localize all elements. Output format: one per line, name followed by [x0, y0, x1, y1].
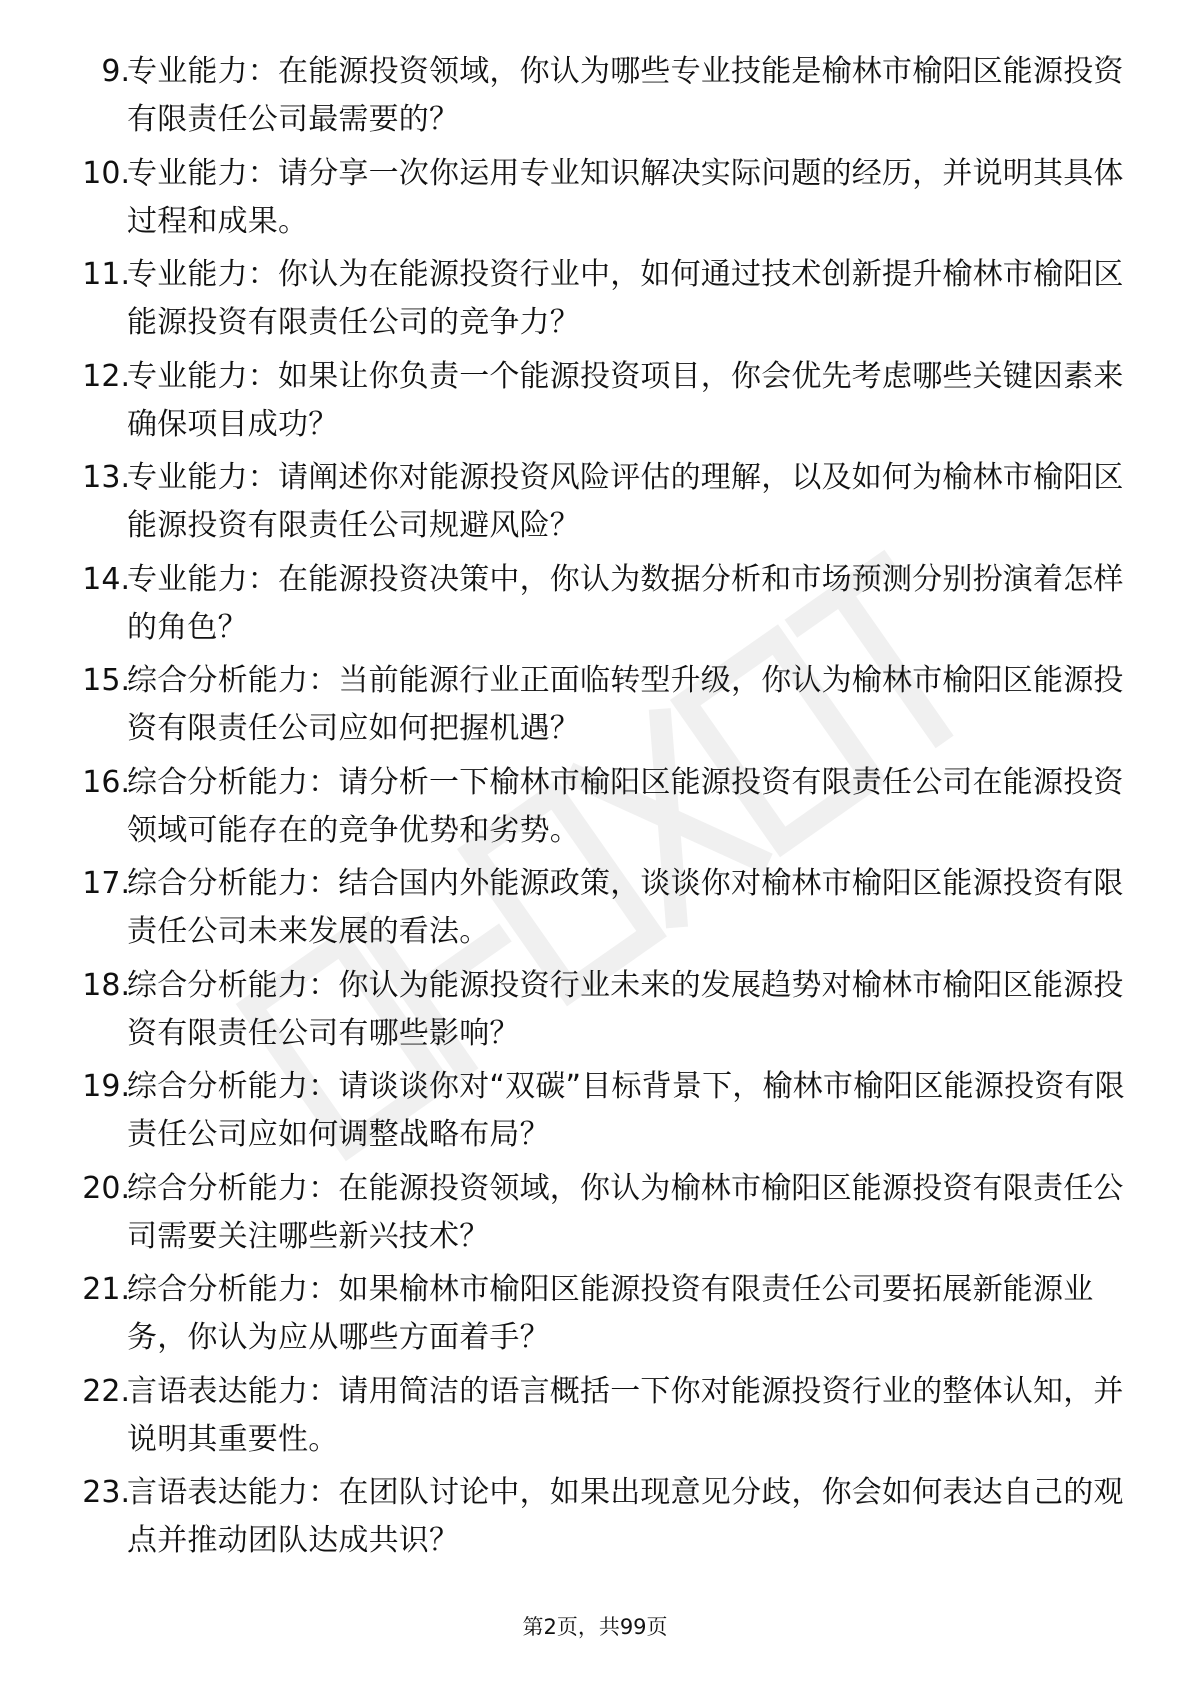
question-number: 10.: [82, 155, 130, 191]
question-item: [0, 1266, 1190, 1368]
question-text: 综合分析能力：请谈谈你对“双碳”目标背景下，榆林市榆阳区能源投资有限责任公司应如何调整战略布局？: [127, 1069, 1125, 1152]
question-list: [0, 48, 1190, 1571]
question-text: 专业能力：请阐述你对能源投资风险评估的理解，以及如何为榆林市榆阳区能源投资有限责任公司规避风险？: [127, 460, 1124, 543]
question-item: [0, 556, 1190, 658]
question-item: [0, 48, 1190, 150]
question-text: 综合分析能力：你认为能源投资行业未来的发展趋势对榆林市榆阳区能源投资有限责任公司有哪些影响？: [127, 967, 1124, 1051]
question-item: [0, 454, 1190, 556]
question-item: [0, 353, 1190, 455]
question-text: 综合分析能力：当前能源行业正面临转型升级，你认为榆林市榆阳区能源投资有限责任公司应如何把握机遇？: [127, 663, 1124, 746]
question-text: 专业能力：请分享一次你运用专业知识解决实际问题的经历，并说明其具体过程和成果。: [127, 155, 1124, 239]
question-item: [0, 1368, 1190, 1470]
question-number: 19.: [82, 1069, 130, 1104]
question-number: 20.: [82, 1170, 130, 1206]
question-number: 23.: [82, 1475, 130, 1510]
question-number: 21.: [82, 1272, 130, 1307]
question-text: 言语表达能力：请用简洁的语言概括一下你对能源投资行业的整体认知，并说明其重要性。: [127, 1373, 1124, 1457]
question-number: 15.: [82, 663, 130, 698]
question-number: 16.: [82, 764, 130, 800]
question-text: 综合分析能力：请分析一下榆林市榆阳区能源投资有限责任公司在能源投资领域可能存在的竞争优势和劣势。: [127, 764, 1124, 848]
question-text: 专业能力：在能源投资决策中，你认为数据分析和市场预测分别扮演着怎样的角色？: [127, 561, 1124, 645]
question-text: 综合分析能力：结合国内外能源政策，谈谈你对榆林市榆阳区能源投资有限责任公司未来发展的看法。: [127, 866, 1124, 949]
question-item: [0, 657, 1190, 759]
question-text: 专业能力：你认为在能源投资行业中，如何通过技术创新提升榆林市榆阳区能源投资有限责任公司的竞争力？: [127, 257, 1124, 340]
question-number: 11.: [82, 257, 130, 292]
question-number: 9.: [101, 54, 130, 89]
question-item: [0, 759, 1190, 861]
question-item: [0, 150, 1190, 252]
question-item: [0, 860, 1190, 962]
question-item: [0, 1469, 1190, 1571]
question-number: 13.: [82, 460, 130, 495]
question-text: 言语表达能力：在团队讨论中，如果出现意见分歧，你会如何表达自己的观点并推动团队达成共识？: [127, 1475, 1124, 1558]
question-number: 22.: [82, 1373, 130, 1409]
question-number: 18.: [82, 967, 130, 1003]
question-item: [0, 1063, 1190, 1165]
question-text: 综合分析能力：如果榆林市榆阳区能源投资有限责任公司要拓展新能源业务，你认为应从哪些方面着手？: [127, 1272, 1094, 1355]
question-text: 综合分析能力：在能源投资领域，你认为榆林市榆阳区能源投资有限责任公司需要关注哪些新兴技术？: [127, 1170, 1124, 1254]
question-number: 17.: [82, 866, 130, 901]
question-text: 专业能力：如果让你负责一个能源投资项目，你会优先考虑哪些关键因素来确保项目成功？: [127, 358, 1124, 442]
question-number: 14.: [82, 561, 130, 597]
question-text: 专业能力：在能源投资领域，你认为哪些专业技能是榆林市榆阳区能源投资有限责任公司最需要的？: [127, 54, 1124, 137]
question-number: 12.: [82, 358, 130, 394]
question-item: [0, 251, 1190, 353]
question-item: [0, 1165, 1190, 1267]
question-item: [0, 962, 1190, 1064]
page-footer: 第2页，共99页: [522, 1615, 668, 1639]
